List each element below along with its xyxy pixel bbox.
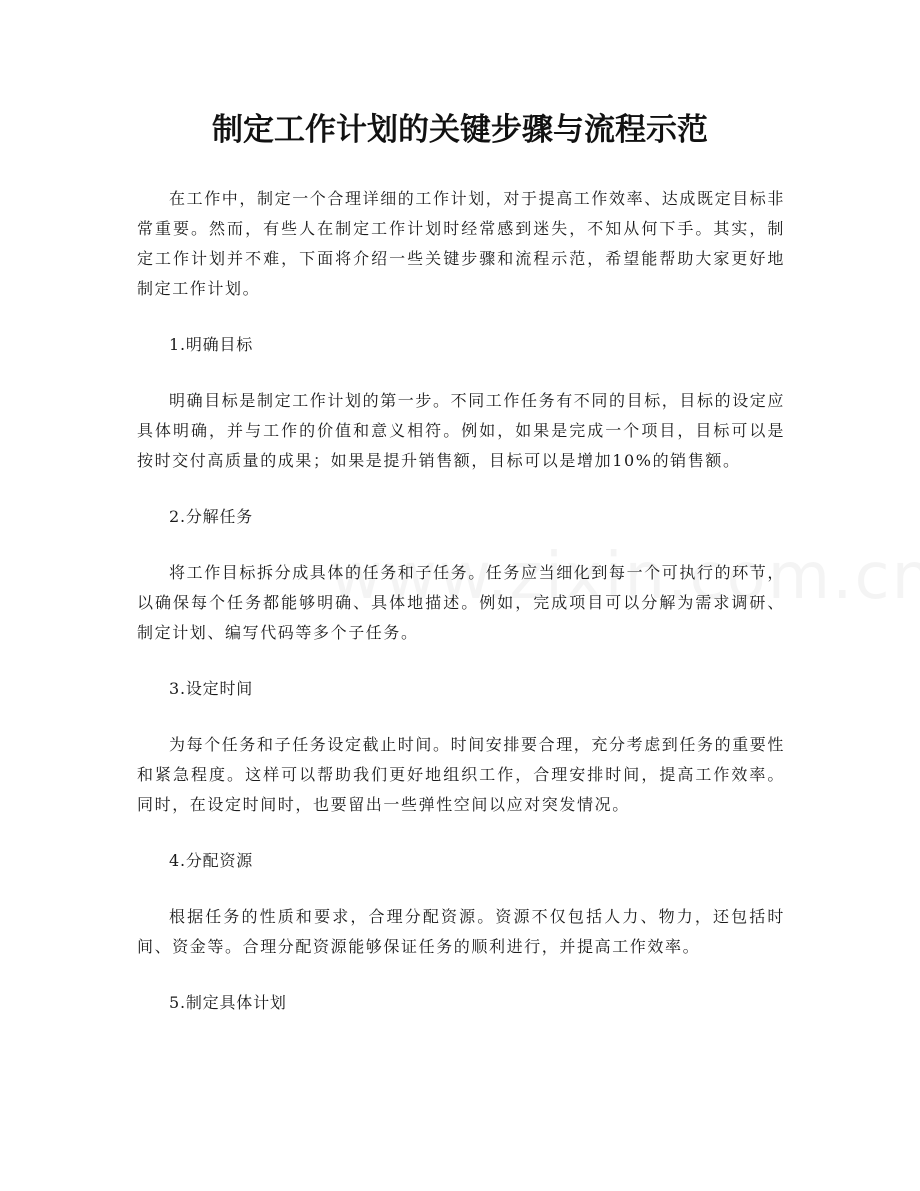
section-body-resources: 根据任务的性质和要求，合理分配资源。资源不仅包括人力、物力，还包括时间、资金等。合理分配资源能够保证任务的顺利进行，并提高工作效率。 — [137, 907, 785, 956]
section-heading-resources: 4.分配资源 — [169, 851, 254, 870]
section-body-time: 为每个任务和子任务设定截止时间。时间安排要合理，充分考虑到任务的重要性和紧急程度。这样可以帮助我们更好地组织工作，合理安排时间，提高工作效率。同时，在设定时间时，也要留出一些弹性空间以应对突发情况。 — [137, 735, 786, 814]
section-heading-time: 3.设定时间 — [169, 679, 254, 698]
section-heading-tasks: 2.分解任务 — [169, 507, 254, 526]
section-heading-goal: 1.明确目标 — [169, 335, 254, 354]
section-heading-plan: 5.制定具体计划 — [169, 993, 287, 1012]
intro-paragraph: 在工作中，制定一个合理详细的工作计划，对于提高工作效率、达成既定目标非常重要。然而，有些人在制定工作计划时经常感到迷失，不知从何下手。其实，制定工作计划并不难，下面将介绍一些关键步骤和流程示范，希望能帮助大家更好地制定工作计划。 — [137, 189, 786, 298]
section-body-goal: 明确目标是制定工作计划的第一步。不同工作任务有不同的目标，目标的设定应具体明确，并与工作的价值和意义相符。例如，如果是完成一个项目，目标可以是按时交付高质量的成果；如果是提升销售额，目标可以是增加10%的销售额。 — [137, 391, 786, 470]
document-body — [137, 184, 785, 1018]
page-title: 制定工作计划的关键步骤与流程示范 — [212, 112, 708, 148]
section-body-tasks: 将工作目标拆分成具体的任务和子任务。任务应当细化到每一个可执行的环节，以确保每个任务都能够明确、具体地描述。例如，完成项目可以分解为需求调研、制定计划、编写代码等多个子任务。 — [137, 563, 786, 642]
